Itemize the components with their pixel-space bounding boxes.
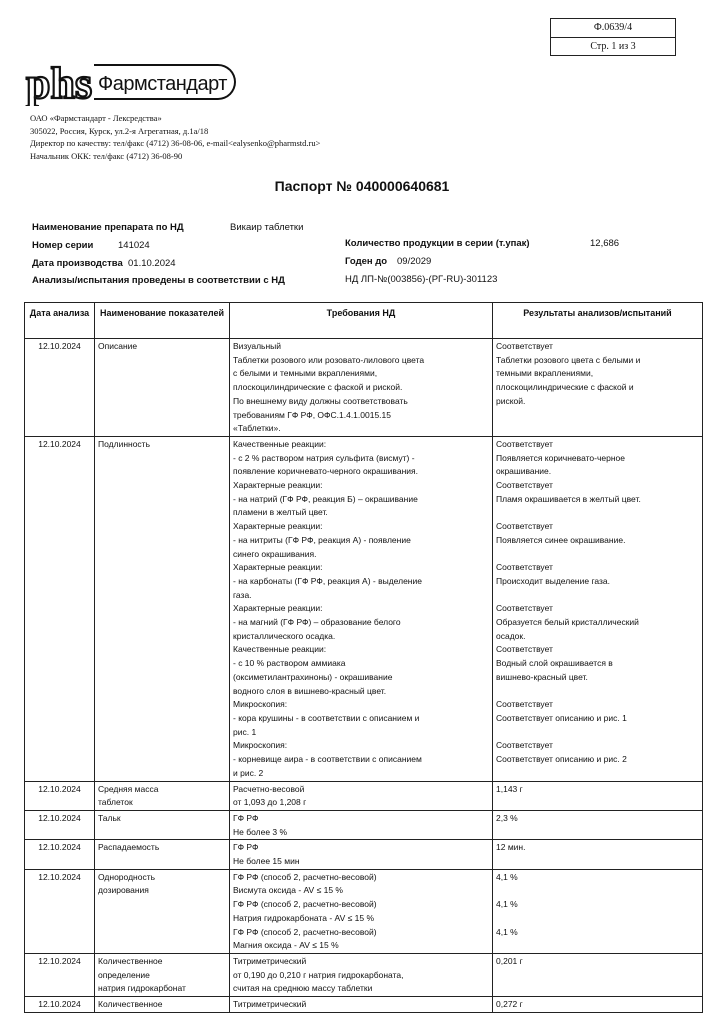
row-requirement-line: рис. 1 <box>233 726 257 737</box>
passport-title: Паспорт № 040000640681 <box>274 178 450 194</box>
table-row <box>25 840 703 869</box>
expiry-value: 09/2029 <box>397 256 432 267</box>
row-requirement-line: ГФ РФ (способ 2, расчетно-весовой) <box>233 871 377 882</box>
row-requirement-line: Не более 3 % <box>233 826 288 837</box>
row-result-line: Соответствует описанию и рис. 2 <box>496 754 627 765</box>
row-res-cell <box>493 810 703 839</box>
table-row <box>25 953 703 996</box>
row-requirement-line: плоскоцилиндрические с фаской и риской. <box>233 382 403 393</box>
row-result-line: Соответствует <box>496 644 553 655</box>
row-name-line: Тальк <box>98 812 121 823</box>
row-name-cell <box>95 810 230 839</box>
row-result-line: Появляется коричневато-черное <box>496 452 625 463</box>
row-result-line: Соответствует <box>496 438 553 449</box>
row-name-line: Средняя масса <box>98 783 159 794</box>
row-date: 12.10.2024 <box>25 810 95 839</box>
row-req-cell <box>230 840 493 869</box>
row-result-line: плоскоцилиндрические с фаской и <box>496 382 634 393</box>
row-blank-line <box>496 548 699 562</box>
row-requirement-line: с белыми и темными вкраплениями, <box>233 368 378 379</box>
row-requirement-line: Микроскопия: <box>233 740 288 751</box>
form-code-box <box>550 18 676 56</box>
row-req-cell <box>230 810 493 839</box>
row-result-line: 0,201 г <box>496 955 523 966</box>
row-name-line: натрия гидрокарбонат <box>98 983 186 994</box>
row-requirement-line: Натрия гидрокарбоната - AV ≤ 15 % <box>233 912 375 923</box>
row-requirement-line: Качественные реакции: <box>233 438 327 449</box>
row-result-line: Таблетки розового цвета с белыми и <box>496 354 641 365</box>
row-requirement-line: Характерные реакции: <box>233 521 323 532</box>
row-requirement-line: Микроскопия: <box>233 699 288 710</box>
form-code: Ф.0639/4 <box>593 22 633 33</box>
row-result-line: Соответствует <box>496 699 553 710</box>
row-req-cell <box>230 781 493 810</box>
row-result-line: 4,1 % <box>496 926 518 937</box>
table-body <box>25 339 703 1013</box>
row-result-line: Соответствует описанию и рис. 1 <box>496 712 627 723</box>
row-result-line: 12 мин. <box>496 842 526 853</box>
row-name-cell <box>95 869 230 953</box>
row-blank-line <box>496 506 699 520</box>
row-name-line: Подлинность <box>98 438 151 449</box>
row-res-cell <box>493 436 703 781</box>
row-res-cell <box>493 781 703 810</box>
row-result-line: Появляется синее окрашивание. <box>496 534 626 545</box>
production-date-label: Дата производства <box>32 258 123 269</box>
row-requirement-line: от 1,093 до 1,208 г <box>233 797 307 808</box>
row-name-line: Однородность <box>98 871 156 882</box>
company-line-3: Директор по качеству: тел/факс (4712) 36-08-06, e-mail<ealysenko@pharmstd.ru> <box>30 138 321 148</box>
row-name-line: Описание <box>98 341 138 351</box>
row-date: 12.10.2024 <box>25 339 95 437</box>
row-result-line: 4,1 % <box>496 871 518 882</box>
row-result-line: Водный слой окрашивается в <box>496 658 613 669</box>
nd-value: НД ЛП-№(003856)-(РГ-RU)-301123 <box>345 274 498 285</box>
row-req-cell <box>230 953 493 996</box>
row-requirement-line: Титриметрический <box>233 955 307 966</box>
header-requirements: Требования НД <box>230 303 493 339</box>
row-requirement-line: Визуальный <box>233 341 282 351</box>
company-line-1: ОАО «Фармстандарт - Лексредства» <box>30 113 162 123</box>
row-requirement-line: (оксиметилантрахиноны) - окрашивание <box>233 671 393 682</box>
series-label: Номер серии <box>32 240 94 251</box>
row-requirement-line: Характерные реакции: <box>233 480 323 491</box>
row-name-line: таблеток <box>98 797 133 808</box>
row-result-line: осадок. <box>496 630 526 641</box>
row-result-line: Происходит выделение газа. <box>496 575 610 586</box>
logo-name: Фармстандарт <box>94 64 236 100</box>
table-row <box>25 781 703 810</box>
row-res-cell <box>493 339 703 437</box>
row-result-line: темными вкраплениями, <box>496 368 594 379</box>
row-requirement-line: газа. <box>233 589 252 600</box>
row-blank-line <box>496 685 699 699</box>
row-date: 12.10.2024 <box>25 436 95 781</box>
analysis-label: Анализы/испытания проведены в соответствии с НД <box>32 275 285 286</box>
row-name-cell <box>95 339 230 437</box>
row-result-line: вишнево-красный цвет. <box>496 671 588 682</box>
row-requirement-line: пламени в желтый цвет. <box>233 507 328 518</box>
row-res-cell <box>493 869 703 953</box>
row-result-line: Соответствует <box>496 341 553 351</box>
row-name-line: определение <box>98 969 150 980</box>
expiry-label: Годен до <box>345 256 388 267</box>
row-requirement-line: Качественные реакции: <box>233 644 327 655</box>
row-name-cell <box>95 997 230 1013</box>
quantity-value: 12,686 <box>590 238 620 249</box>
row-requirement-line: Характерные реакции: <box>233 603 323 614</box>
row-requirement-line: - с 10 % раствором аммиака <box>233 658 346 669</box>
table-header-row <box>25 303 703 339</box>
row-requirement-line: ГФ РФ (способ 2, расчетно-весовой) <box>233 926 377 937</box>
row-requirement-line: По внешнему виду должны соответствовать <box>233 395 408 406</box>
table-row <box>25 869 703 953</box>
row-name-cell <box>95 953 230 996</box>
row-result-line: Образуется белый кристаллический <box>496 617 639 628</box>
row-name-line: дозирования <box>98 885 149 896</box>
table-row <box>25 339 703 437</box>
company-line-4: Начальник ОКК: тел/факс (4712) 36-08-90 <box>30 151 183 161</box>
logo-mark-text: phs <box>26 60 93 106</box>
row-requirement-line: кристаллического осадка. <box>233 630 336 641</box>
row-name-line: Распадаемость <box>98 842 160 853</box>
drug-label: Наименование препарата по НД <box>32 222 184 233</box>
header-name: Наименование показателей <box>95 303 230 339</box>
row-date: 12.10.2024 <box>25 997 95 1013</box>
row-requirement-line: Таблетки розового или розовато-лилового цвета <box>233 354 425 365</box>
row-result-line: 2,3 % <box>496 812 518 823</box>
row-name-cell <box>95 781 230 810</box>
row-requirement-line: появление коричневато-черного окрашивания. <box>233 466 418 477</box>
row-requirement-line: водного слоя в вишнево-красный цвет. <box>233 685 387 696</box>
production-date-value: 01.10.2024 <box>128 258 176 269</box>
row-requirement-line: Не более 15 мин <box>233 856 300 867</box>
row-result-line: Соответствует <box>496 603 553 614</box>
quantity-label: Количество продукции в серии (т.упак) <box>345 238 530 249</box>
row-result-line: Соответствует <box>496 740 553 751</box>
row-name-line: Количественное <box>98 999 163 1010</box>
row-blank-line <box>496 726 699 740</box>
page-number: Стр. 1 из 3 <box>551 37 675 56</box>
row-requirement-line: - кора крушины - в соответствии с описанием и <box>233 712 420 723</box>
row-req-cell <box>230 997 493 1013</box>
row-name-cell <box>95 840 230 869</box>
company-logo-icon <box>24 60 94 106</box>
row-requirement-line: ГФ РФ (способ 2, расчетно-весовой) <box>233 899 377 910</box>
drug-value: Викаир таблетки <box>230 222 304 233</box>
row-requirement-line: - на натрий (ГФ РФ, реакция Б) – окрашивание <box>233 493 418 504</box>
row-requirement-line: считая на среднюю массу таблетки <box>233 983 373 994</box>
row-req-cell <box>230 436 493 781</box>
row-result-line: Соответствует <box>496 480 553 491</box>
row-date: 12.10.2024 <box>25 953 95 996</box>
row-blank-line <box>496 884 699 898</box>
row-requirement-line: от 0,190 до 0,210 г натрия гидрокарбоната, <box>233 969 404 980</box>
row-res-cell <box>493 953 703 996</box>
company-line-2: 305022, Россия, Курск, ул.2-я Агрегатная, д.1а/18 <box>30 126 209 136</box>
row-requirement-line: требованиям ГФ РФ, ОФС.1.4.1.0015.15 <box>233 409 391 420</box>
row-blank-line <box>496 589 699 603</box>
table-row <box>25 810 703 839</box>
row-requirement-line: - на карбонаты (ГФ РФ, реакция А) - выделение <box>233 575 422 586</box>
row-result-line: Пламя окрашивается в желтый цвет. <box>496 493 641 504</box>
series-value: 141024 <box>118 240 150 251</box>
results-table <box>24 302 703 1013</box>
row-date: 12.10.2024 <box>25 781 95 810</box>
row-name-cell <box>95 436 230 781</box>
row-res-cell <box>493 997 703 1013</box>
row-result-line: риской. <box>496 395 526 406</box>
row-requirement-line: «Таблетки». <box>233 423 281 434</box>
row-requirement-line: и рис. 2 <box>233 767 264 778</box>
row-requirement-line: ГФ РФ <box>233 842 259 853</box>
row-requirement-line: - корневище аира - в соответствии с описанием <box>233 754 422 765</box>
table-row <box>25 997 703 1013</box>
row-requirement-line: Висмута оксида - AV ≤ 15 % <box>233 885 343 896</box>
row-result-line: 0,272 г <box>496 999 523 1010</box>
row-blank-line <box>496 912 699 926</box>
row-requirement-line: синего окрашивания. <box>233 548 317 559</box>
row-date: 12.10.2024 <box>25 840 95 869</box>
row-requirement-line: Расчетно-весовой <box>233 783 305 794</box>
row-req-cell <box>230 869 493 953</box>
row-requirement-line: Магния оксида - AV ≤ 15 % <box>233 940 339 951</box>
table-row <box>25 436 703 781</box>
header-results: Результаты анализов/испытаний <box>493 303 703 339</box>
row-req-cell <box>230 339 493 437</box>
row-requirement-line: - на нитриты (ГФ РФ, реакция А) - появление <box>233 534 411 545</box>
row-result-line: 1,143 г <box>496 783 523 794</box>
row-requirement-line: - с 2 % раствором натрия сульфита (висмут) - <box>233 452 415 463</box>
row-requirement-line: Характерные реакции: <box>233 562 323 573</box>
row-name-line: Количественное <box>98 955 163 966</box>
row-requirement-line: ГФ РФ <box>233 812 259 823</box>
row-result-line: 4,1 % <box>496 899 518 910</box>
row-result-line: окрашивание. <box>496 466 552 477</box>
row-requirement-line: Титриметрический <box>233 999 307 1010</box>
row-result-line: Соответствует <box>496 521 553 532</box>
row-date: 12.10.2024 <box>25 869 95 953</box>
row-requirement-line: - на магний (ГФ РФ) – образование белого <box>233 617 401 628</box>
header-date: Дата анализа <box>25 303 95 339</box>
row-result-line: Соответствует <box>496 562 553 573</box>
row-res-cell <box>493 840 703 869</box>
